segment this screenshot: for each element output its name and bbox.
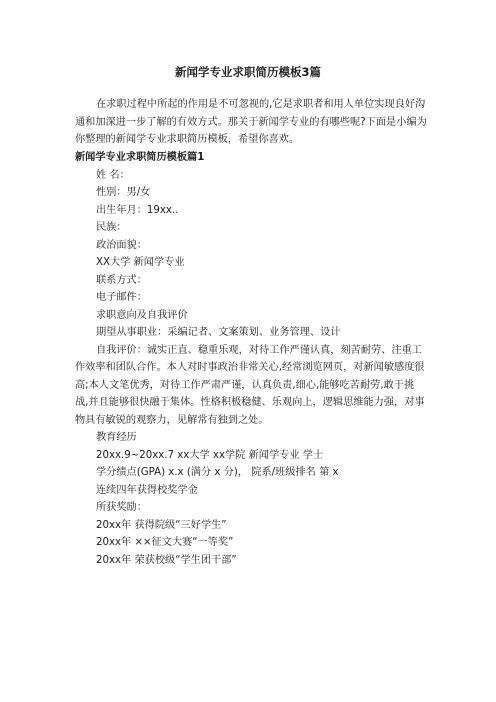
section-heading: 新闻学专业求职简历模板篇1 xyxy=(75,152,205,163)
resume-line-objective-heading: 求职意向及自我评价 xyxy=(96,309,188,321)
resume-line-gender: 性别：男/女 xyxy=(96,187,151,198)
award-item: 20xx年 ××征文大赛“一等奖” xyxy=(96,537,234,548)
resume-line-contact: 联系方式： xyxy=(96,274,147,286)
resume-content xyxy=(75,167,427,570)
resume-line-name: 姓 名： xyxy=(96,169,130,181)
award-item: 20xx年 获得院级“三好学生” xyxy=(96,519,227,531)
resume-line-email: 电子邮件： xyxy=(96,292,147,303)
education-heading: 教育经历 xyxy=(96,432,137,443)
resume-line-desired-job: 期望从事职业：采编记者、文案策划、业务管理、设计 xyxy=(96,327,341,338)
intro-paragraph: 在求职过程中所起的作用是不可忽视的,它是求职者和用人单位实现良好沟通和加深进一步了解的有效方式。那关于新闻学专业的有哪些呢?下面是小编为你整理的新闻学专业求职简历模板，希望你喜欢。 xyxy=(75,99,427,145)
education-entry: 20xx.9~20xx.7 xx大学 xx学院 新闻学专业 学士 xyxy=(96,449,324,461)
resume-line-birth: 出生年月：19xx.. xyxy=(96,204,179,216)
resume-line-ethnicity: 民族： xyxy=(96,222,127,233)
scholarship-line: 连续四年获得校奖学金 xyxy=(96,484,198,496)
gpa-line: 学分绩点(GPA) x.x (满分 x 分)， 院系/班级排名 第 x xyxy=(96,467,339,478)
resume-line-political-status: 政治面貌： xyxy=(96,239,147,251)
award-item: 20xx年 荣获校级“学生团干部” xyxy=(96,554,237,566)
document-title: 新闻学专业求职简历模板3篇 xyxy=(174,65,321,79)
awards-heading: 所获奖励： xyxy=(96,502,147,513)
resume-line-university: XX大学 新闻学专业 xyxy=(96,257,185,268)
self-evaluation-paragraph: 自我评价：诚实正直、稳重乐观，对待工作严谨认真，刻苦耐劳、注重工作效率和团队合作。本人对时事政治非常关心,经常浏览网页，对新闻敏感度很高;本人文笔优秀，对待工作严肃严谨，认真负责,细心,能够吃苦耐劳,敢于挑战,并且能够很快融于集体。性格积极稳健、乐观向上，逻辑思维能力强，对事物具有敏锐的观察力，见解常有独到之处。 xyxy=(75,344,425,426)
